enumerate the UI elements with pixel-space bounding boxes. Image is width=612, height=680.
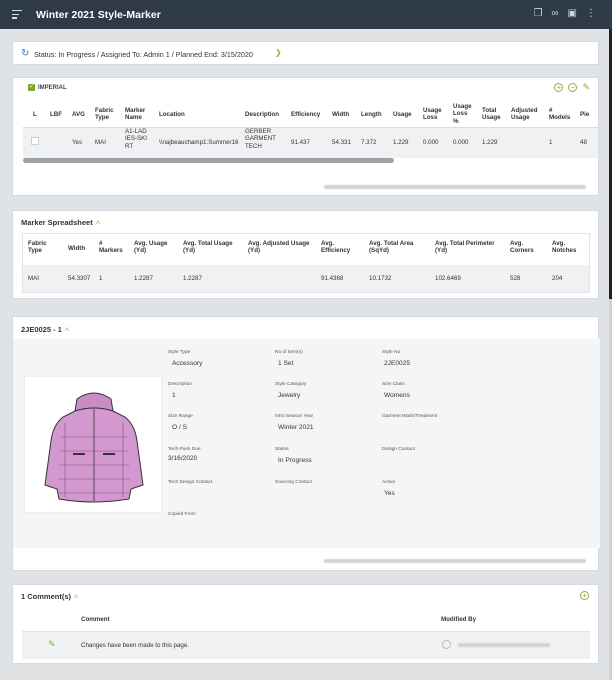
style-title: 2JE0025 - 1 [21,325,62,334]
marker-spreadsheet-title: Marker Spreadsheet [21,218,93,227]
label-tech-design-contact: Tech Design Contact [168,480,213,485]
marker-spreadsheet-header[interactable] [21,218,100,227]
value-size-range: O / S [172,424,188,431]
sp-cell-avg-corners: 528 [510,275,521,282]
sp-cell-fabric-type: MAI [28,275,40,282]
table-row[interactable] [23,128,598,158]
cell-location: \\najbeauchamp1:Summer16 [159,139,239,146]
imperial-label: IMPERIAL [38,84,67,91]
col-width[interactable]: Width [332,111,350,118]
label-garment-wash: Garment Wash/Treatment [382,414,438,419]
spreadsheet-table [22,233,590,293]
label-sourcing-contact: Sourcing Contact [275,480,312,485]
audit-footer [324,185,586,189]
sp-col-fabric-type[interactable]: Fabric Type [28,240,47,255]
sp-col-avg-total-usage[interactable]: Avg. Total Usage (Yd) [183,240,233,255]
cell-models: 1 [549,139,553,146]
cell-avg: Yes [72,139,83,146]
value-intro-season-year: Winter 2021 [278,424,314,431]
cell-fabric-type: MAI [95,139,107,146]
col-length[interactable]: Length [361,111,382,118]
cell-description: GERBER GARMENT TECH [245,128,276,150]
label-size-class: Size Class [382,382,405,387]
sp-cell-markers: 1 [99,275,103,282]
sp-cell-avg-efficiency: 91.4368 [321,275,344,282]
imperial-checkbox[interactable] [28,84,67,91]
comments-header[interactable] [21,592,78,601]
cell-width: 54.331 [332,139,351,146]
col-fabric-type[interactable]: Fabric Type [95,107,114,122]
col-comment[interactable]: Comment [81,616,110,623]
marker-spreadsheet-card [12,210,599,299]
comments-table-header [22,607,590,632]
value-style-type: Accessory [172,360,203,367]
edit-comment-icon[interactable]: ✎ [48,639,56,649]
sp-cell-avg-total-usage: 1.2287 [183,275,202,282]
cell-usage-loss-pct: 0.000 [453,139,469,146]
remove-circle-icon[interactable]: − [568,83,577,92]
cell-efficiency: 91.437 [291,139,310,146]
sp-col-avg-usage[interactable]: Avg. Usage (Yd) [134,240,168,255]
more-icon[interactable]: ⋮ [586,8,596,19]
value-status: In Progress [278,457,312,464]
chevron-up-icon[interactable]: ˄ [95,218,101,227]
label-tech-pack-due: Tech-Pack Due [168,447,201,452]
label-style-type: Style Type [168,350,191,355]
check-icon[interactable]: ✓ [28,84,35,90]
copy-icon[interactable]: ❐ [533,8,543,19]
label-intro-season-year: Intro Season Year [275,414,314,419]
col-models[interactable]: # Models [549,107,571,122]
col-avg[interactable]: AVG [72,111,85,118]
sp-col-avg-adjusted-usage[interactable]: Avg. Adjusted Usage (Yd) [248,240,310,255]
col-usage-loss[interactable]: Usage Loss [423,107,442,122]
marker-table-card [12,77,599,196]
edit-icon[interactable]: ✎ [582,82,590,92]
label-active: Active [382,480,396,485]
sp-col-markers[interactable]: # Markers [99,240,123,255]
sp-cell-avg-total-perimeter: 102.6469 [435,275,461,282]
col-efficiency[interactable]: Efficiency [291,111,321,118]
comment-text: Changes have been made to this page. [81,642,190,649]
page-title: Winter 2021 Style-Marker [36,9,161,21]
jacket-illustration [25,377,163,514]
col-description[interactable]: Description [245,111,280,118]
value-size-class: Womens [384,392,410,399]
value-active: Yes [384,490,395,497]
label-style-category: Style Category [275,382,307,387]
style-details-card [12,316,599,571]
cell-usage-loss: 0.000 [423,139,439,146]
cell-usage: 1.229 [393,139,409,146]
status-text: Status: In Progress / Assigned To: Admin 1 / Planned End: 3/15/2020 [34,49,253,59]
label-design-contact: Design Contact [382,447,415,452]
sp-col-avg-notches[interactable]: Avg. Notches [552,240,577,255]
sp-cell-width: 54.3307 [68,275,91,282]
col-usage-loss-pct[interactable]: Usage Loss % [453,103,472,125]
col-usage[interactable]: Usage [393,111,412,118]
spreadsheet-header [23,234,589,265]
label-no-of-items: No of Item(s) [275,350,303,355]
cell-marker-name[interactable]: A1-LADIES-SKIRT [125,128,148,150]
table-row[interactable] [23,265,589,292]
label-copied-from: Copied From [168,512,196,517]
sp-col-avg-efficiency[interactable]: Avg. Efficiency [321,240,351,255]
sp-cell-avg-notches: 204 [552,275,563,282]
style-header[interactable] [21,325,69,334]
value-no-of-items: 1 Set [278,360,294,367]
status-bar [12,41,599,65]
sp-cell-avg-usage: 1.2287 [134,275,153,282]
col-marker-name[interactable]: Marker Name [125,107,146,122]
col-pieces[interactable]: Pie [580,111,590,118]
label-style-no: Style No [382,350,401,355]
gallery-icon[interactable]: ▣ [567,8,577,19]
col-lbf[interactable]: LBF [50,111,63,118]
sp-col-width[interactable]: Width [68,245,86,252]
sp-col-avg-total-perimeter[interactable]: Avg. Total Perimeter (Yd) [435,240,495,255]
audit-footer [324,559,586,563]
link-icon[interactable]: ∞ [551,8,559,19]
sp-col-avg-total-area[interactable]: Avg. Total Area (SqYd) [369,240,414,255]
value-description: 1 [172,392,176,399]
cell-length: 7.372 [361,139,377,146]
clock-icon [442,640,451,649]
refresh-icon[interactable]: ↻ [21,48,30,59]
row-select-checkbox[interactable] [31,137,39,145]
sp-col-avg-corners[interactable]: Avg. Corners [510,240,534,255]
col-total-usage[interactable]: Total Usage [482,107,501,122]
chevron-right-icon[interactable]: ❯ [275,48,282,57]
table-row[interactable] [22,632,590,659]
comments-title: 1 Comment(s) [21,592,72,601]
col-location[interactable]: Location [159,111,185,118]
comment-modified-info [458,643,550,647]
col-adjusted-usage[interactable]: Adjusted Usage [511,107,538,122]
label-description: Description [168,382,192,387]
add-circle-icon[interactable]: + [554,83,563,92]
marker-table-header [23,102,598,128]
cell-total-usage: 1.229 [482,139,498,146]
add-comment-icon[interactable]: + [580,591,589,600]
chevron-up-icon[interactable]: ˄ [74,592,79,601]
comments-card [12,584,599,664]
menu-icon[interactable] [12,10,22,21]
app-header [0,0,612,29]
value-style-no: 2JE0025 [384,360,411,367]
cell-pieces: 48 [580,139,587,146]
sp-cell-avg-total-area: 10.1732 [369,275,392,282]
col-modified-by[interactable]: Modified By [441,616,477,623]
value-style-category: Jewelry [278,392,301,399]
style-image[interactable] [24,376,162,513]
label-status: Status [275,447,289,452]
label-size-range: Size Range [168,414,193,419]
value-tech-pack-due: 3/16/2020 [168,455,198,462]
col-l[interactable]: L [33,111,37,118]
chevron-up-icon[interactable]: ˄ [64,325,70,334]
horizontal-scrollbar[interactable] [23,158,394,163]
